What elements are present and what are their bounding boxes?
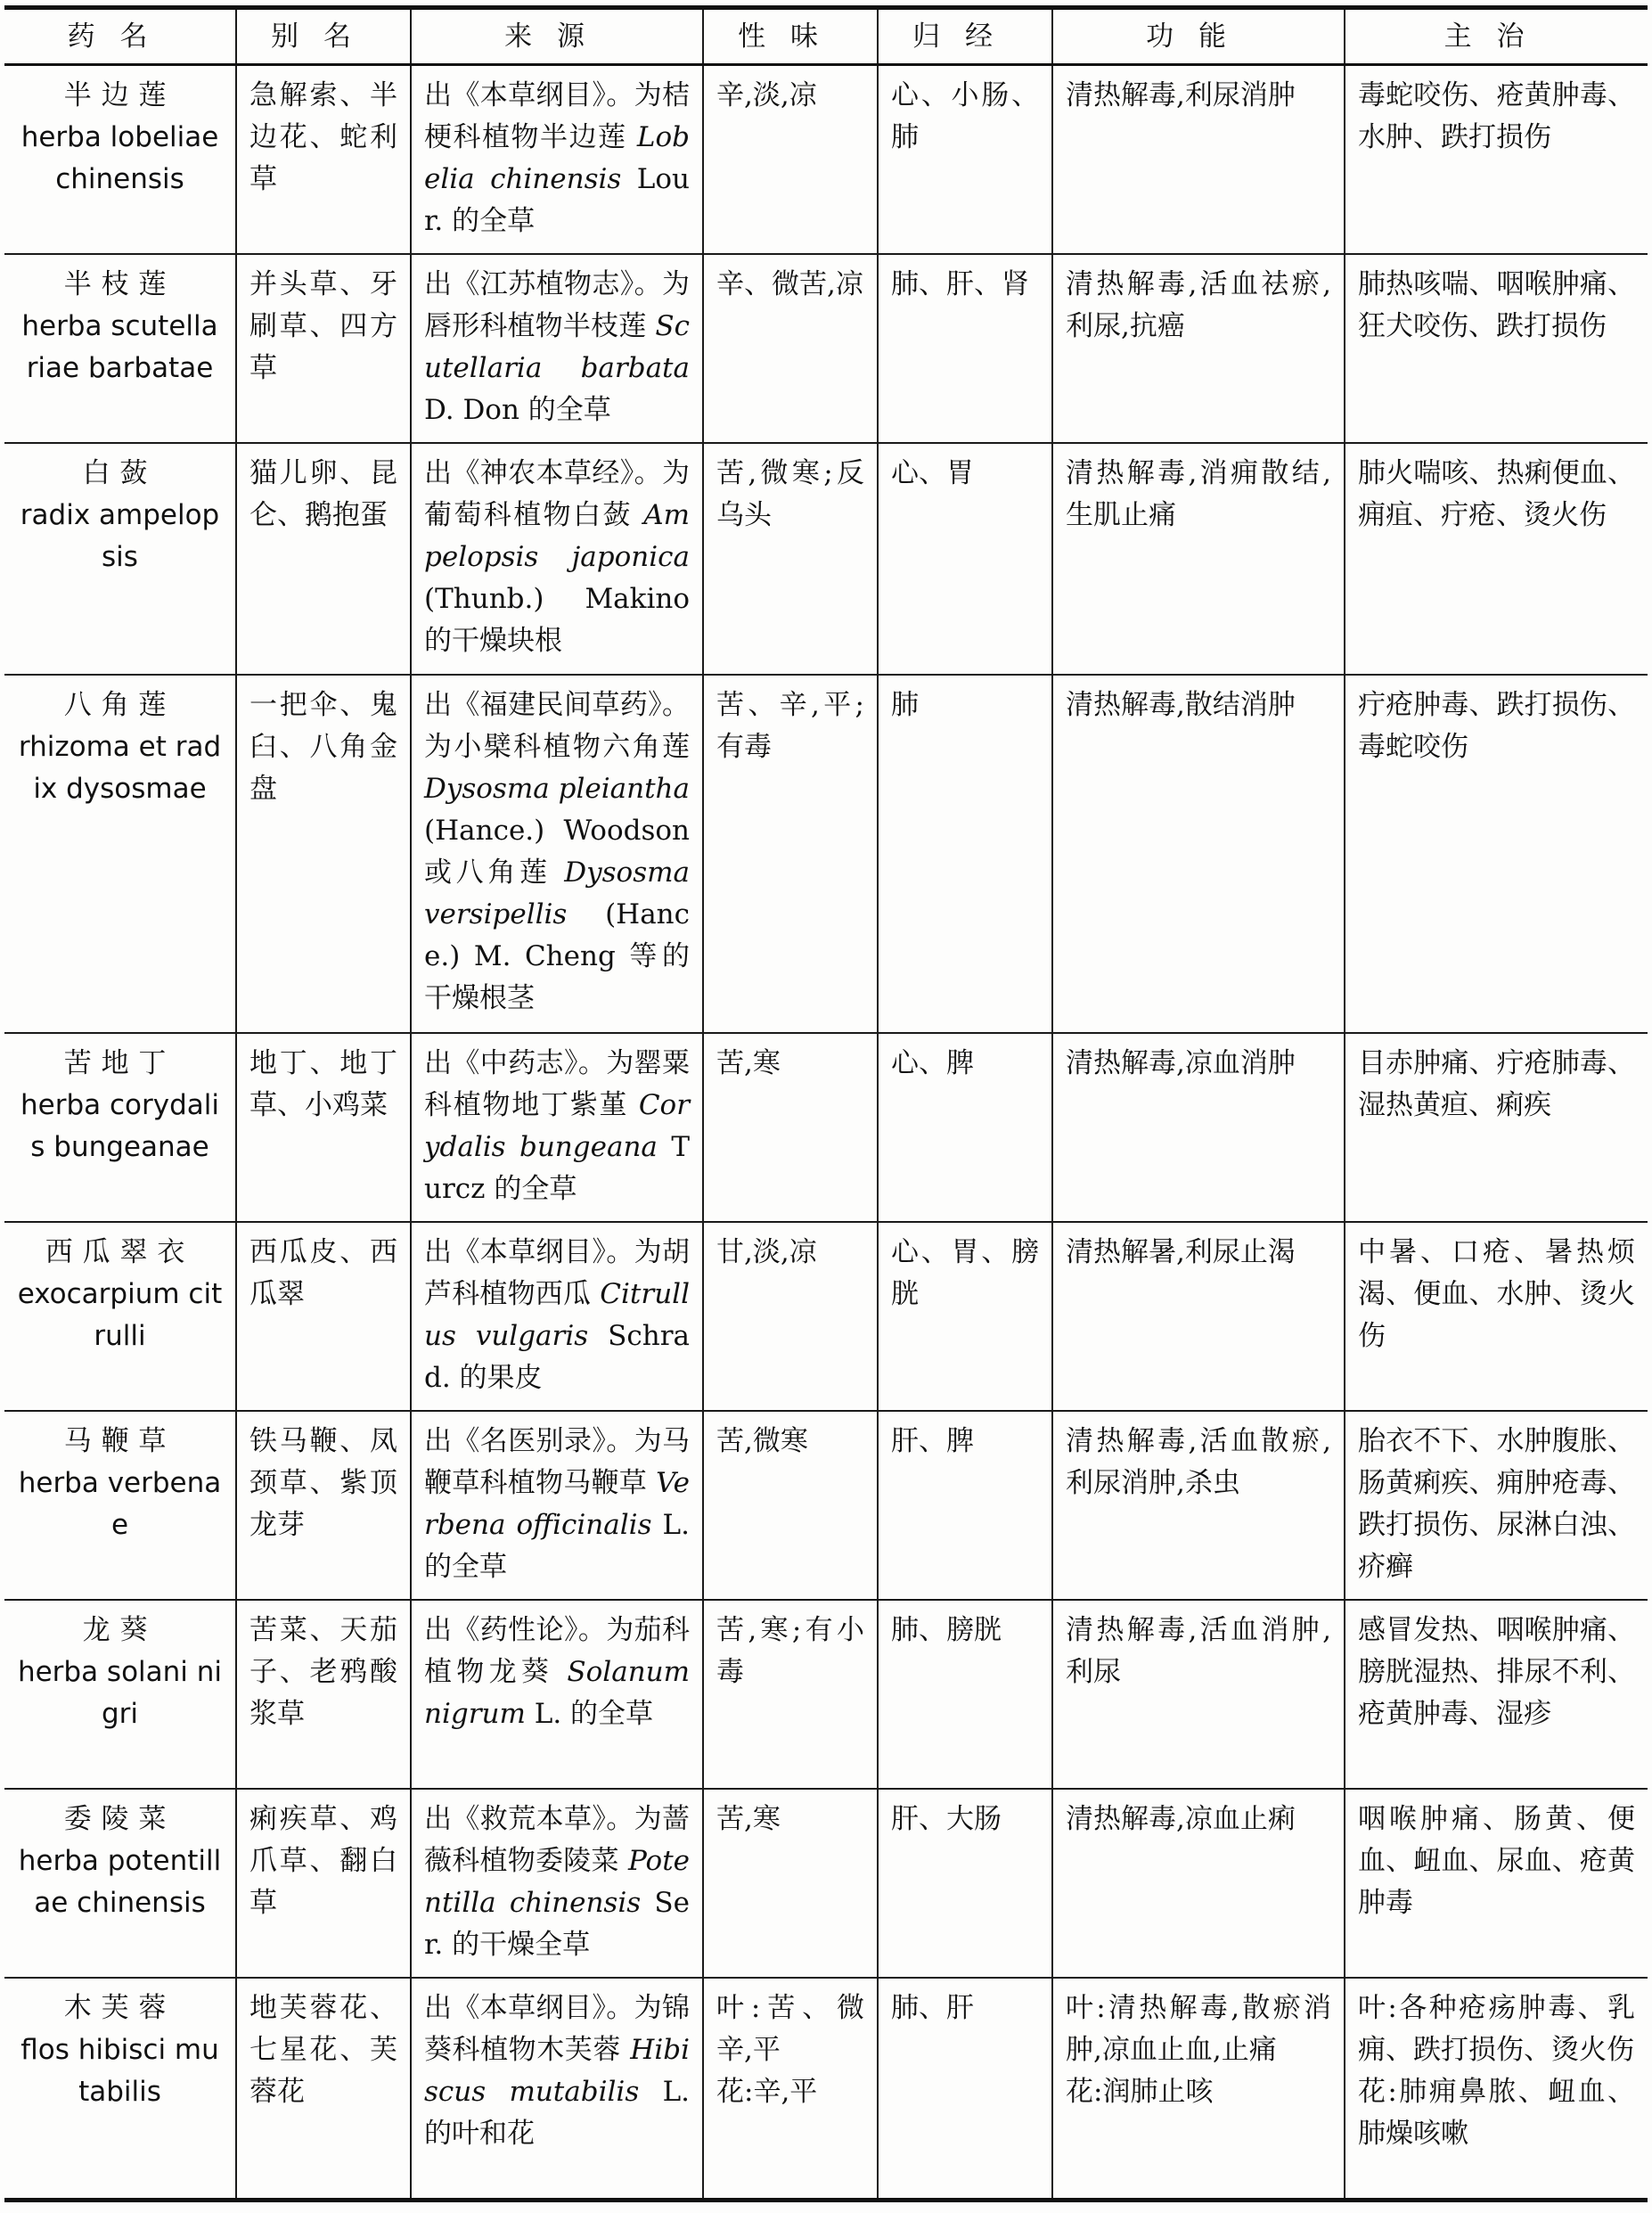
meridian-cell: 肺: [878, 675, 1052, 1033]
meridian-cell: 心、小肠、肺: [878, 65, 1052, 254]
nature-flower: 花:辛,平: [716, 2075, 818, 2108]
table-row: [4, 1411, 1648, 1600]
herb-latin-name: herba lobeliae chinensis: [20, 121, 219, 195]
herb-chinese-name: 八角莲: [63, 688, 176, 721]
source-cell: [411, 65, 703, 254]
header-name: 药名: [4, 8, 236, 65]
source-text: 出《江苏植物志》。为唇形科植物半枝莲: [424, 267, 690, 342]
indication-cell: 目赤肿痛、疔疮肺毒、湿热黄疸、痢疾: [1345, 1033, 1648, 1222]
function-cell: 清热解暑,利尿止渴: [1052, 1222, 1345, 1411]
function-flower: 花:润肺止咳: [1066, 2075, 1214, 2108]
scientific-name: Solanum nigrum: [424, 1655, 691, 1730]
source-text: 出《救荒本草》。为蔷薇科植物委陵菜: [424, 1802, 690, 1877]
function-cell: 清热解毒,凉血止痢: [1052, 1789, 1345, 1978]
herb-latin-name: rhizoma et radix dysosmae: [18, 730, 222, 805]
indication-flower: 花:肺痈鼻脓、衄血、肺燥咳嗽: [1358, 2075, 1635, 2150]
function-cell: 清热解毒,活血祛瘀,利尿,抗癌: [1052, 254, 1345, 443]
herb-chinese-name: 西瓜翠衣: [45, 1235, 195, 1268]
alias-cell: 痢疾草、鸡爪草、翻白草: [236, 1789, 411, 1978]
herb-name-cell: [4, 1222, 236, 1411]
meridian-cell: 肝、大肠: [878, 1789, 1052, 1978]
indication-cell: 毒蛇咬伤、疮黄肿毒、水肿、跌打损伤: [1345, 65, 1648, 254]
alias-cell: 铁马鞭、凤颈草、紫顶龙芽: [236, 1411, 411, 1600]
function-cell: 清热解毒,消痈散结,生肌止痛: [1052, 443, 1345, 675]
alias-cell: 地芙蓉花、七星花、芙蓉花: [236, 1978, 411, 2201]
alias-cell: 一把伞、鬼臼、八角金盘: [236, 675, 411, 1033]
nature-cell: 辛,淡,凉: [703, 65, 878, 254]
source-text: 出《神农本草经》。为葡萄科植物白蔹: [424, 456, 690, 531]
herb-latin-name: herba verbenae: [18, 1466, 222, 1541]
meridian-cell: 肺、肝、肾: [878, 254, 1052, 443]
nature-cell: 苦、辛,平;有毒: [703, 675, 878, 1033]
indication-cell: 感冒发热、咽喉肿痛、膀胱湿热、排尿不利、疮黄肿毒、湿疹: [1345, 1600, 1648, 1789]
herb-latin-name: exocarpium citrulli: [17, 1277, 223, 1352]
meridian-cell: 心、胃、膀胱: [878, 1222, 1052, 1411]
meridian-cell: 心、脾: [878, 1033, 1052, 1222]
header-indication: 主治: [1345, 8, 1648, 65]
herb-chinese-name: 白蔹: [82, 456, 158, 489]
source-cell: [411, 1978, 703, 2201]
source-text: Lour. 的全草: [424, 163, 690, 237]
herb-latin-name: herba potentillae chinensis: [18, 1844, 222, 1919]
alias-cell: 地丁、地丁草、小鸡菜: [236, 1033, 411, 1222]
source-text: 出《中药志》。为罂粟科植物地丁紫堇: [424, 1046, 690, 1121]
herb-latin-name: radix ampelopsis: [20, 498, 220, 573]
herb-latin-name: herba scutellariae barbatae: [21, 309, 218, 384]
herb-latin-name: herba solani nigri: [17, 1655, 223, 1730]
nature-cell: 苦,微寒;反乌头: [703, 443, 878, 675]
table-row: [4, 254, 1648, 443]
table-row: [4, 1789, 1648, 1978]
table-row: [4, 1600, 1648, 1789]
herb-name-cell: [4, 443, 236, 675]
source-text: D. Don 的全草: [424, 393, 611, 426]
table-row: [4, 65, 1648, 254]
function-cell: 清热解毒,散结消肿: [1052, 675, 1345, 1033]
table-row: [4, 1222, 1648, 1411]
herb-chinese-name: 马鞭草: [63, 1424, 176, 1457]
scientific-name: Scutellaria barbata: [424, 309, 691, 384]
header-nature: 性味: [703, 8, 878, 65]
herb-name-cell: [4, 1978, 236, 2201]
scientific-name: Verbena officinalis: [424, 1466, 690, 1541]
header-row: [4, 8, 1648, 65]
source-text: 出《药性论》。为茄科植物龙葵: [424, 1613, 690, 1688]
function-cell: 清热解毒,凉血消肿: [1052, 1033, 1345, 1222]
herb-name-cell: [4, 65, 236, 254]
source-cell: [411, 675, 703, 1033]
scientific-name: Hibiscus mutabilis: [424, 2033, 691, 2108]
header-source: 来源: [411, 8, 703, 65]
herb-name-cell: [4, 675, 236, 1033]
meridian-cell: 肺、膀胱: [878, 1600, 1052, 1789]
source-text: (Hance.) M. Cheng 等的干燥根茎: [424, 897, 690, 1014]
table-row: [4, 1978, 1648, 2201]
source-cell: [411, 254, 703, 443]
table-row: [4, 675, 1648, 1033]
source-text: 出《本草纲目》。为桔梗科植物半边莲: [424, 79, 690, 153]
scientific-name: Potentilla chinensis: [424, 1844, 691, 1919]
source-text: 出《本草纲目》。为锦葵科植物木芙蓉: [424, 1991, 690, 2066]
indication-cell: [1345, 1978, 1648, 2201]
source-cell: [411, 1600, 703, 1789]
indication-cell: 肺热咳喘、咽喉肿痛、狂犬咬伤、跌打损伤: [1345, 254, 1648, 443]
meridian-cell: 肝、脾: [878, 1411, 1052, 1600]
source-text: Schrad. 的果皮: [424, 1319, 691, 1394]
alias-cell: 西瓜皮、西瓜翠: [236, 1222, 411, 1411]
herb-chinese-name: 木芙蓉: [63, 1991, 176, 2024]
source-text: L. 的叶和花: [424, 2075, 691, 2150]
alias-cell: 猫儿卵、昆仑、鹅抱蛋: [236, 443, 411, 675]
herb-chinese-name: 半边莲: [63, 79, 176, 111]
source-text: L. 的全草: [424, 1508, 690, 1583]
source-text: 出《名医别录》。为马鞭草科植物马鞭草: [424, 1424, 690, 1499]
source-text: 出《本草纲目》。为胡芦科植物西瓜: [424, 1235, 690, 1310]
herb-name-cell: [4, 1411, 236, 1600]
nature-leaf: 叶:苦、微辛,平: [716, 1991, 864, 2066]
nature-cell: 苦,微寒: [703, 1411, 878, 1600]
header-meridian: 归经: [878, 8, 1052, 65]
source-text: (Hance.) Woodson 或八角莲: [424, 814, 690, 889]
herb-latin-name: flos hibisci mutabilis: [20, 2033, 219, 2108]
function-cell: [1052, 1978, 1345, 2201]
indication-cell: 肺火喘咳、热痢便血、痈疽、疔疮、烫火伤: [1345, 443, 1648, 675]
herb-chinese-name: 半枝莲: [63, 267, 176, 300]
herb-name-cell: [4, 1600, 236, 1789]
source-text: Turcz 的全草: [424, 1130, 690, 1205]
indication-cell: 胎衣不下、水肿腹胀、肠黄痢疾、痈肿疮毒、跌打损伤、尿淋白浊、疥癣: [1345, 1411, 1648, 1600]
herb-latin-name: herba corydalis bungeanae: [20, 1088, 219, 1163]
indication-cell: 中暑、口疮、暑热烦渴、便血、水肿、烫火伤: [1345, 1222, 1648, 1411]
alias-cell: 并头草、牙刷草、四方草: [236, 254, 411, 443]
nature-cell: 辛、微苦,凉: [703, 254, 878, 443]
herb-chinese-name: 委陵菜: [63, 1802, 176, 1835]
scientific-name: Dysosma versipellis: [424, 856, 691, 930]
scientific-name: Ampelopsis japonica: [424, 498, 691, 573]
alias-cell: 苦菜、天茄子、老鸦酸浆草: [236, 1600, 411, 1789]
herb-name-cell: [4, 1033, 236, 1222]
table-row: [4, 1033, 1648, 1222]
scientific-name: Corydalis bungeana: [424, 1088, 691, 1163]
nature-cell: 甘,淡,凉: [703, 1222, 878, 1411]
scientific-name: Citrullus vulgaris: [424, 1277, 690, 1352]
source-cell: [411, 1033, 703, 1222]
function-cell: 清热解毒,活血消肿,利尿: [1052, 1600, 1345, 1789]
indication-cell: 咽喉肿痛、肠黄、便血、衄血、尿血、疮黄肿毒: [1345, 1789, 1648, 1978]
source-text: Ser. 的干燥全草: [424, 1886, 690, 1961]
meridian-cell: 肺、肝: [878, 1978, 1052, 2201]
herb-chinese-name: 龙葵: [82, 1613, 158, 1646]
scientific-name: Lobelia chinensis: [424, 121, 691, 195]
function-cell: 清热解毒,利尿消肿: [1052, 65, 1345, 254]
herb-table: [4, 5, 1648, 2202]
table-row: [4, 443, 1648, 675]
function-leaf: 叶:清热解毒,散瘀消肿,凉血止血,止痛: [1066, 1991, 1331, 2066]
nature-cell: [703, 1978, 878, 2201]
source-text: (Thunb.) Makino 的干燥块根: [424, 582, 690, 657]
nature-cell: 苦,寒: [703, 1789, 878, 1978]
meridian-cell: 心、胃: [878, 443, 1052, 675]
header-alias: 别名: [236, 8, 411, 65]
source-text: 出《福建民间草药》。为小檗科植物六角莲: [424, 688, 690, 763]
indication-leaf: 叶:各种疮疡肿毒、乳痈、跌打损伤、烫火伤: [1358, 1991, 1635, 2066]
source-cell: [411, 1789, 703, 1978]
nature-cell: 苦,寒: [703, 1033, 878, 1222]
alias-cell: 急解索、半边花、蛇利草: [236, 65, 411, 254]
function-cell: 清热解毒,活血散瘀,利尿消肿,杀虫: [1052, 1411, 1345, 1600]
source-cell: [411, 1411, 703, 1600]
source-text: L. 的全草: [534, 1697, 654, 1730]
source-cell: [411, 443, 703, 675]
herb-chinese-name: 苦地丁: [63, 1046, 176, 1079]
herb-name-cell: [4, 254, 236, 443]
herb-name-cell: [4, 1789, 236, 1978]
indication-cell: 疔疮肿毒、跌打损伤、毒蛇咬伤: [1345, 675, 1648, 1033]
scientific-name: Dysosma pleiantha: [424, 772, 690, 805]
source-cell: [411, 1222, 703, 1411]
header-function: 功能: [1052, 8, 1345, 65]
nature-cell: 苦,寒;有小毒: [703, 1600, 878, 1789]
